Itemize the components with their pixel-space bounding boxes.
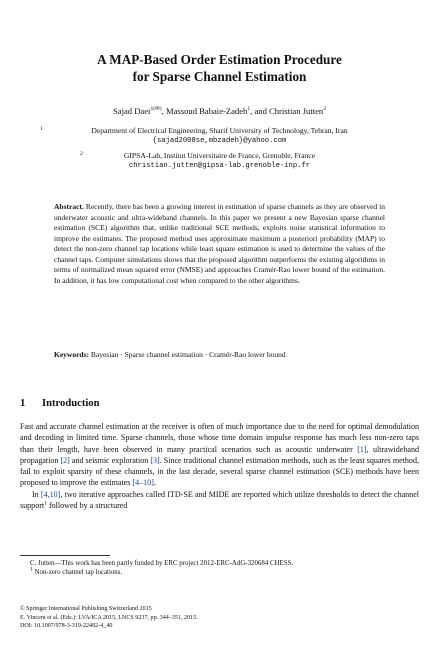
text-run: , ultrawideband propagation bbox=[20, 444, 419, 465]
citation-link[interactable]: [4,10] bbox=[40, 489, 61, 499]
author-1: Sajad Daei bbox=[112, 106, 151, 116]
author-2: Massoud Babaie-Zadeh bbox=[165, 106, 248, 116]
paper-title bbox=[40, 52, 399, 85]
text-run: , two iterative approaches called ITD-SE and MIDE are reported which utilize thresholds to detect the channel support bbox=[20, 489, 420, 510]
text-run: and seismic exploration bbox=[69, 455, 151, 465]
paragraph-1 bbox=[20, 421, 419, 489]
copyright-footer bbox=[20, 605, 419, 631]
text-run: . Since traditional channel estimation methods, such as the least squares method, fail to exploit sparsity of these channels, in the last decade, several sparse channel estimation (SCE) methods have been proposed to improve the estimates bbox=[20, 455, 419, 488]
section-heading bbox=[20, 398, 100, 409]
abstract-label: Abstract. bbox=[54, 202, 84, 211]
title-line-1: A MAP-Based Order Estimation Procedure bbox=[97, 52, 342, 67]
keywords bbox=[54, 350, 385, 361]
text-run: . bbox=[153, 478, 156, 488]
text-run: Fast and accurate channel estimation at the receiver is often of much importance due to the need for optimal demodulation and decoding in limited time. Sparse channels, those whose time domain impulse response has much less non-zero taps than their length, have been observed in many practical scenarios such as acoustic underwater bbox=[20, 422, 419, 454]
title-line-2: for Sparse Channel Estimation bbox=[132, 68, 307, 84]
author-list bbox=[20, 106, 419, 117]
footnote-1-text: Non-zero channel tap locations. bbox=[34, 568, 123, 576]
paragraph-2 bbox=[20, 489, 419, 512]
citation-link[interactable]: [3] bbox=[150, 455, 160, 465]
affiliation-2-number: 2 bbox=[80, 151, 83, 157]
footnote-rule bbox=[20, 555, 110, 556]
affiliation-2 bbox=[22, 151, 417, 172]
footnote-1 bbox=[20, 566, 419, 578]
doi-line: DOI: 10.1007/978-3-319-22482-4_40 bbox=[20, 623, 113, 629]
footnote-marker[interactable]: 1 bbox=[44, 500, 47, 507]
citation-line: E. Vincent et al. (Eds.): LVA/ICA 2015, LNCS 9237, pp. 344–351, 2015. bbox=[20, 614, 198, 621]
affiliation-2-text: GIPSA-Lab, Institut Universitaire de France, Grenoble, France bbox=[123, 151, 316, 160]
affiliation-1-email: {sajad2008se,mbzadeh}@yahoo.com bbox=[152, 137, 287, 146]
footnotes bbox=[20, 560, 419, 578]
author-2-affiliation: 1 bbox=[247, 106, 251, 113]
citation-link[interactable]: [1] bbox=[357, 444, 367, 454]
affiliation-2-email: christian.jutten@gipsa-lab.grenoble-inp.fr bbox=[128, 162, 311, 171]
keywords-label: Keywords: bbox=[54, 350, 89, 359]
footnote-1-number: 1 bbox=[30, 566, 33, 573]
keywords-text: Bayesian · Sparse channel estimation · Cramér-Rao lower bound bbox=[90, 350, 286, 359]
affiliation-1-number: 1 bbox=[40, 126, 43, 132]
section-title: Introduction bbox=[42, 398, 100, 409]
text-run: followed by a structured bbox=[46, 500, 128, 510]
citation-link[interactable]: [4–10] bbox=[132, 478, 154, 488]
copyright-line: © Springer International Publishing Switzerland 2015 bbox=[20, 606, 152, 612]
author-separator: , and bbox=[250, 106, 270, 116]
affiliation-1-text: Department of Electrical Engineering, Sharif University of Technology, Tehran, Iran bbox=[91, 126, 348, 135]
footnote-funding: C. Jutten—This work has been partly funded by ERC project 2012-ERC-AdG-320684 CHESS. bbox=[30, 560, 294, 567]
author-3-affiliation: 2 bbox=[323, 106, 326, 113]
author-1-affiliation: 1(✉) bbox=[150, 106, 162, 113]
author-3: Christian Jutten bbox=[269, 106, 324, 116]
section-number: 1 bbox=[20, 398, 26, 409]
affiliation-1 bbox=[22, 126, 417, 147]
text-run: In bbox=[32, 489, 41, 499]
abstract bbox=[54, 202, 385, 286]
author-separator: , bbox=[161, 106, 166, 116]
abstract-text: Recently, there has been a growing interest in estimation of sparse channels as they are observed in underwater acoustic and ultra-wideband channels. In this paper we present a new Bayesian sparse channel estimation (SCE) algorithm that, unlike traditional SCE methods, exploits noise statistical information to improve the estimates. The proposed method uses approximate maximum a posteriori probability (MAP) to detect the non-zero channel tap locations while least square estimation is used to determine the values of the channel taps. Computer simulations shows that the proposed algorithm outperforms the existing algorithms in terms of normalized mean squared error (NMSE) and approaches Cramér-Rao lower bound of the estimation. In addition, it has low computational cost when compared to the other algorithms. bbox=[54, 202, 386, 285]
citation-link[interactable]: [2] bbox=[60, 455, 70, 465]
body-text bbox=[20, 421, 419, 511]
